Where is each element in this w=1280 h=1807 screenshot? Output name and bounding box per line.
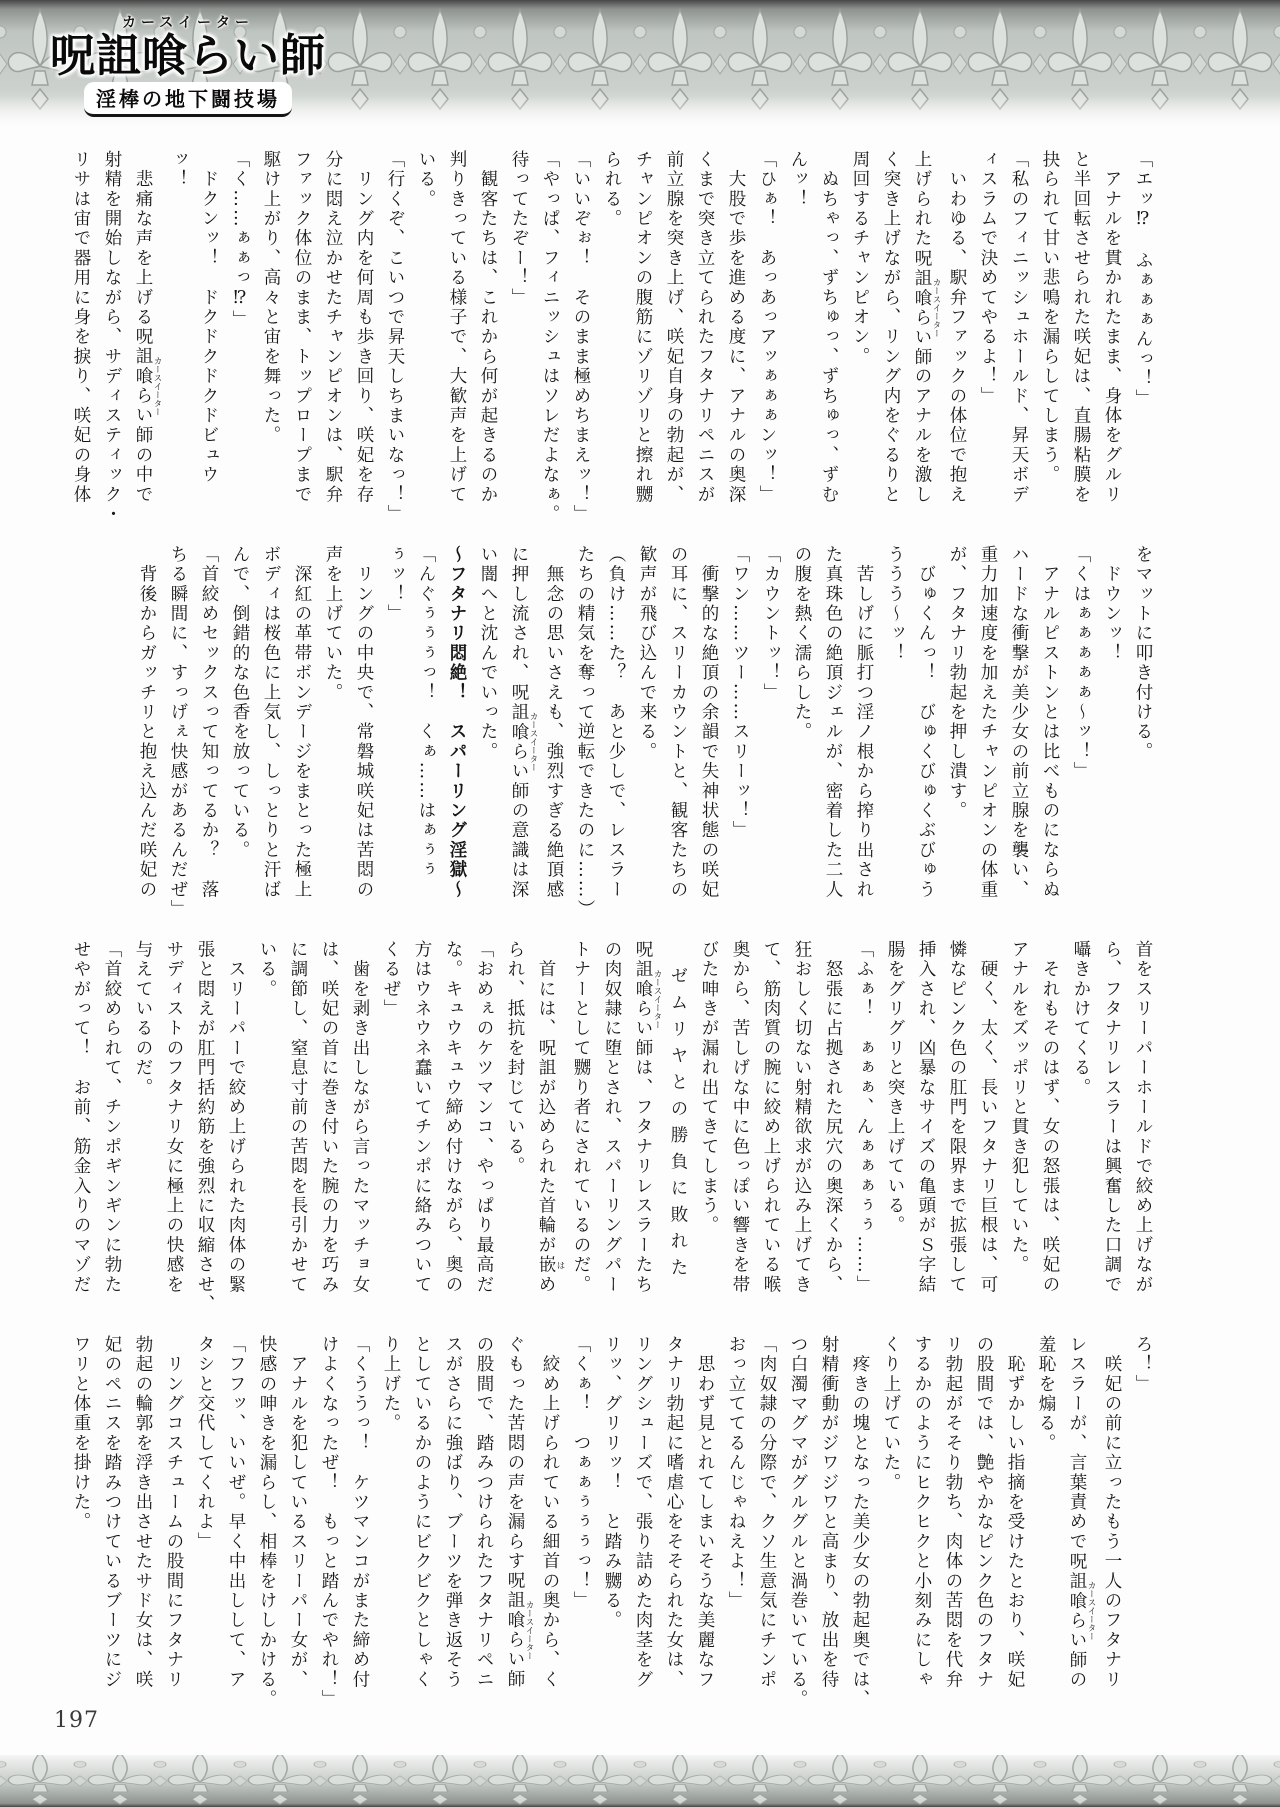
- text-band-2: [131, 545, 1158, 920]
- text-column: が、フタナリ勃起を押し潰す。: [947, 545, 967, 821]
- text-band-4: [65, 1335, 1158, 1710]
- text-column: て、筋肉質の腕に絞め上げられている喉: [761, 940, 781, 1295]
- text-column: いる。: [257, 940, 277, 1000]
- text-column: は、咲妃の首に巻き付いた腕の力を巧み: [319, 940, 339, 1295]
- text-column: せやがって！ お前、筋金入りのマゾだ: [71, 940, 91, 1295]
- text-column: ィスラムで決めてやるよ！」: [978, 150, 998, 407]
- text-column: 「フフッ、いいぜ。早く中出しして、ア: [226, 1335, 246, 1690]
- text-column: リングシューズで、張り詰めた肉茎をグ: [633, 1335, 653, 1690]
- section-heading: ～フタナリ悶絶！ スパーリング淫獄～: [447, 545, 467, 900]
- text-column: いる。: [416, 150, 436, 210]
- text-column: 「カウントッ！」: [761, 545, 781, 703]
- text-column: 「んぐぅぅぅっ！ くぁ……はぁぅぅ: [416, 545, 436, 880]
- title-furigana: カースイーター: [121, 15, 255, 31]
- text-column: 声を上げていた。: [323, 545, 343, 703]
- text-column: をマットに叩き付ける。: [1133, 545, 1153, 762]
- furigana-term: 呪詛喰らい師 カースイーター: [509, 682, 538, 802]
- text-column: おっ立ててるんじゃねえよ！」: [726, 1335, 746, 1611]
- text-column: 絞め上げられている細首の奥から、く: [540, 1335, 560, 1690]
- text-band-1: [65, 150, 1158, 525]
- text-column: くり上げていた。: [881, 1335, 901, 1493]
- text-column: びた呻きが漏れ出てきてしまう。: [699, 940, 719, 1236]
- text-column: いわゆる、駅弁ファックの体位で抱え: [947, 150, 967, 505]
- text-column: 上げられた呪詛喰らい師 カースイーターのアナルを激し: [912, 150, 941, 505]
- text-column: 駆け上がり、高々と宙を舞った。: [261, 150, 281, 446]
- text-column: リングの中央で、常磐城咲妃は苦悶の: [354, 545, 374, 900]
- text-column: 判りきっている様子で、大歓声を上げて: [447, 150, 467, 505]
- text-column: 背後からガッチリと抱え込んだ咲妃の: [137, 545, 157, 900]
- text-column: タシと交代してくれよ」: [195, 1335, 215, 1552]
- title-block: [48, 12, 328, 117]
- text-column: 苦しげに脈打つ淫ノ根から搾り出され: [854, 545, 874, 900]
- furigana-term: 呪詛喰らい師 カースイーター: [505, 1571, 534, 1690]
- text-column: アナルを犯しているスリーパー女が、: [288, 1335, 308, 1690]
- text-column: スリーパーで絞め上げられた肉体の緊: [226, 940, 246, 1295]
- text-column: 恥ずかしい指摘を受けたとおり、咲妃: [1005, 1335, 1025, 1690]
- text-column: 無念の思いさえも、強烈すぎる絶頂感: [544, 545, 564, 900]
- text-column: 「首絞めセックスって知ってるか？ 落: [199, 545, 219, 900]
- text-column: んッ！: [788, 150, 808, 210]
- page-number: 197: [54, 1708, 99, 1733]
- furigana-term: 呪詛喰らい師 カースイーター: [1067, 1551, 1096, 1670]
- text-column: られる。: [602, 150, 622, 229]
- furigana-term: 呪詛喰らい師 カースイーター: [133, 327, 162, 446]
- text-column: に調節し、窒息寸前の苦悶を長引かせて: [288, 940, 308, 1295]
- text-column: サディストのフタナリ女に極上の快感を: [164, 940, 184, 1295]
- text-column: 妃のペニスを踏みつけているブーツにジ: [102, 1335, 122, 1690]
- text-column: の股間では、艶やかなピンク色のフタナ: [974, 1335, 994, 1690]
- text-column: ボディは桜色に上気し、しっとりと汗ば: [261, 545, 281, 900]
- text-column: の腹を熱く濡らした。: [792, 545, 812, 742]
- text-column: くるぜ」: [381, 940, 401, 1019]
- text-column: 抉られて甘い悲鳴を漏らしてしまう。: [1040, 150, 1060, 485]
- text-column: （負け……た？ あと少しで、レスラー: [606, 545, 626, 900]
- text-column: 重力加速度を加えたチャンピオンの体重: [978, 545, 998, 900]
- furigana-term: 呪詛喰らい師 カースイーター: [912, 248, 941, 367]
- furigana-term: 呪詛喰らい師 カースイーター: [633, 940, 662, 1059]
- text-column: く突き上げながら、リング内をぐるりと: [881, 150, 901, 505]
- text-column: の股間で、踏みつけられたフタナリペニ: [474, 1335, 494, 1690]
- text-column: 張と悶えが肛門括約筋を強烈に収縮させ、: [195, 940, 215, 1315]
- text-column: つ白濁マグマがグルグルと渦巻いている。: [788, 1335, 808, 1710]
- text-column: それもそのはず、女の怒張は、咲妃の: [1040, 940, 1060, 1295]
- text-column: 歯を剥き出しながら言ったマッチョ女: [350, 940, 370, 1295]
- text-column: チャンピオンの腹筋にゾリゾリと擦れ嬲: [633, 150, 653, 505]
- text-column: 「エッ⁉ ふぁぁぁんっ！」: [1133, 150, 1153, 409]
- text-column: 「いいぞぉ！ そのまま極めちまえッ！」: [571, 150, 591, 525]
- text-column: 怒張に占拠された尻穴の奥深くから、: [823, 940, 843, 1295]
- text-column: アナルピストンとは比べものにならぬ: [1040, 545, 1060, 900]
- text-column: 観客たちは、これから何が起きるのか: [478, 150, 498, 505]
- text-column: 「ふぁ！ ぁぁぁ、んぁぁぁぅぅ……」: [854, 940, 874, 1295]
- text-column: けよくなったぜ！ もっと踏んでやれ！」: [319, 1335, 339, 1710]
- text-column: スがさらに強ばり、ブーツを弾き返そう: [443, 1335, 463, 1690]
- text-column: 「く……ぁぁっ⁉」: [230, 150, 250, 330]
- text-column: 歓声が飛び込んで来る。: [637, 545, 657, 762]
- text-column: 待ってたぞー！」: [509, 150, 529, 308]
- text-column: 疼きの塊となった美少女の勃起奥では、: [850, 1335, 870, 1710]
- text-column: ゼムリヤとの勝負に敗れた: [668, 940, 688, 1285]
- text-column: られ、抵抗を封じている。: [505, 940, 525, 1177]
- text-column: トナーとして嬲り者にされているのだ。: [571, 940, 591, 1295]
- text-column: ドクンッ！ ドクドクドクドビュウ: [199, 150, 219, 485]
- text-column: と半回転させられた咲妃は、直腸粘膜を: [1071, 150, 1091, 505]
- text-column: ちる瞬間に、すっげぇ快感があるんだぜ」: [168, 545, 188, 920]
- text-column: 方はウネウネ蠢いてチンポに絡みついて: [412, 940, 432, 1295]
- text-column: 「くぁ！ つぁぁぅぅぅっ！」: [571, 1335, 591, 1611]
- text-column: 羞恥を煽る。: [1036, 1335, 1056, 1454]
- text-column: 「やっぱ、フィニッシュはソレだよなぁ。: [540, 150, 560, 525]
- text-column: 挿入され、凶暴なサイズの亀頭がＳ字結: [916, 940, 936, 1295]
- text-column: 前立腺を突き上げ、咲妃自身の勃起が、: [664, 150, 684, 505]
- text-column: 射精を開始しながら、サディスティック・: [102, 150, 122, 525]
- text-column: レスラーが、言葉責めで呪詛喰らい師 カースイーターの: [1067, 1335, 1096, 1690]
- text-column: 勃起の輪郭を浮き出させたサド女は、咲: [133, 1335, 153, 1690]
- text-column: 狂おしく切ない射精欲求が込み上げてき: [792, 940, 812, 1295]
- text-band-3: [65, 940, 1158, 1315]
- text-column: 「くはぁぁぁぁぁ～ッ！」: [1071, 545, 1091, 782]
- footer-ornament-band: [0, 1755, 1280, 1807]
- text-column: としているかのようにビクビクとしゃく: [412, 1335, 432, 1690]
- text-column: 憐なピンク色の肛門を限界まで拡張して: [947, 940, 967, 1295]
- text-column: の肉奴隷に堕とされ、スパーリングパー: [602, 940, 622, 1295]
- text-column: 呪詛喰らい師 カースイーターは、フタナリレスラーたち: [633, 940, 662, 1295]
- text-column: ろ！」: [1133, 1335, 1153, 1395]
- text-column: 「おめぇのケツマンコ、やっぱり最高だ: [474, 940, 494, 1295]
- text-column: アナルをズッポリと貫き犯していた。: [1009, 940, 1029, 1275]
- text-column: ら、フタナリレスラーは興奮した口調で: [1102, 940, 1122, 1295]
- text-column: リッ、グリリッ！ と踏み嬲る。: [602, 1335, 622, 1631]
- text-column: 大股で歩を進める度に、アナルの奥深: [726, 150, 746, 505]
- text-column: ドウンッ！: [1102, 545, 1122, 664]
- text-column: 思わず見とれてしまいそうな美麗なフ: [695, 1335, 715, 1690]
- text-column: ハードな衝撃が美少女の前立腺を襲い、: [1009, 545, 1029, 900]
- text-column: するかのようにヒクヒクと小刻みにしゃ: [912, 1335, 932, 1690]
- text-column: ファック体位のまま、トップロープまで: [292, 150, 312, 505]
- text-column: い闇へと沈んでいった。: [478, 545, 498, 762]
- text-column: んで、倒錯的な色香を放っている。: [230, 545, 250, 861]
- text-column: リング内を何周も歩き回り、咲妃を存: [354, 150, 374, 505]
- text-column: 咲妃の前に立ったもう一人のフタナリ: [1102, 1335, 1122, 1690]
- text-column: 深紅の革帯ボンデージをまとった極上: [292, 545, 312, 900]
- text-column: 首には、呪詛が込められた首輪が嵌 はめ: [536, 940, 565, 1295]
- text-column: ッ！: [168, 150, 188, 190]
- text-column: 「肉奴隷の分際で、クソ生意気にチンポ: [757, 1335, 777, 1690]
- text-column: 腸をグリグリと突き上げている。: [885, 940, 905, 1236]
- text-column: リサは宙で器用に身を捩り、咲妃の身体: [71, 150, 91, 505]
- text-column: 与えているのだ。: [133, 940, 153, 1098]
- text-column: 首をスリーパーホールドで絞め上げなが: [1133, 940, 1153, 1295]
- text-column: ぅッ！」: [385, 545, 405, 624]
- text-column: 悲痛な声を上げる呪詛喰らい師 カースイーターの中で: [133, 150, 162, 505]
- text-column: リングコスチュームの股間にフタナリ: [164, 1335, 184, 1690]
- text-column: 「ひぁ！ あっあっアッぁぁぁンッ！」: [757, 150, 777, 505]
- text-column: に押し流され、呪詛喰らい師 カースイーターの意識は深: [509, 545, 538, 900]
- page-title: 呪詛喰らい師: [49, 29, 326, 82]
- text-column: 「行くぞ、こいつで昇天しちまいなっ！」: [385, 150, 405, 525]
- text-column: 分に悶え泣かせたチャンピオンは、駅弁: [323, 150, 343, 505]
- furigana-term: 嵌 は: [536, 1255, 565, 1275]
- text-column: たちの精気を奪って逆転できたのに……）: [575, 545, 595, 920]
- text-column: ぐもった苦悶の声を漏らす呪詛喰らい師 カースイーター: [505, 1335, 534, 1690]
- text-column: た真珠色の絶頂ジェルが、密着した二人: [823, 545, 843, 900]
- text-column: り上げた。: [381, 1335, 401, 1434]
- text-column: ワリと体重を掛けた。: [71, 1335, 91, 1532]
- text-column: 「首絞められて、チンポギンギンに勃た: [102, 940, 122, 1295]
- text-column: 衝撃的な絶頂の余韻で失神状態の咲妃: [699, 545, 719, 900]
- text-column: 「私のフィニッシュホールド、昇天ボデ: [1009, 150, 1029, 505]
- text-column: 硬く、太く、長いフタナリ巨根は、可: [978, 940, 998, 1295]
- title-subtitle: 淫棒の地下闘技場: [84, 82, 292, 117]
- text-column: ぬちゃっ、ずちゅっ、ずちゅっ、ずむ: [819, 150, 839, 505]
- text-column: くまで突き立てられたフタナリペニスが: [695, 150, 715, 505]
- text-column: の耳に、スリーカウントと、観客たちの: [668, 545, 688, 900]
- text-column: びゅくんっ！ びゅくびゅくぶびゅう: [916, 545, 936, 900]
- text-column: 囁きかけてくる。: [1071, 940, 1091, 1098]
- text-column: な。キュウキュウ締め付けながら、奥の: [443, 940, 463, 1295]
- text-column: ううう～ッ！: [885, 545, 905, 664]
- text-column: アナルを貫かれたまま、身体をグルリ: [1102, 150, 1122, 505]
- text-column: 周回するチャンピオン。: [850, 150, 870, 367]
- text-column: 「ワン……ツー……スリーッ！」: [730, 545, 750, 841]
- text-column: タナリ勃起に嗜虐心をそそられた女は、: [664, 1335, 684, 1690]
- text-column: 快感の呻きを漏らし、相棒をけしかける。: [257, 1335, 277, 1710]
- text-column: リ勃起がそそり勃ち、肉体の苦悶を代弁: [943, 1335, 963, 1690]
- text-column: 射精衝動がジワジワと高まり、放出を待: [819, 1335, 839, 1690]
- text-column: 奥から、苦しげな中に色っぽい響きを帯: [730, 940, 750, 1295]
- text-column: 「くううっ！ ケツマンコがまた締め付: [350, 1335, 370, 1690]
